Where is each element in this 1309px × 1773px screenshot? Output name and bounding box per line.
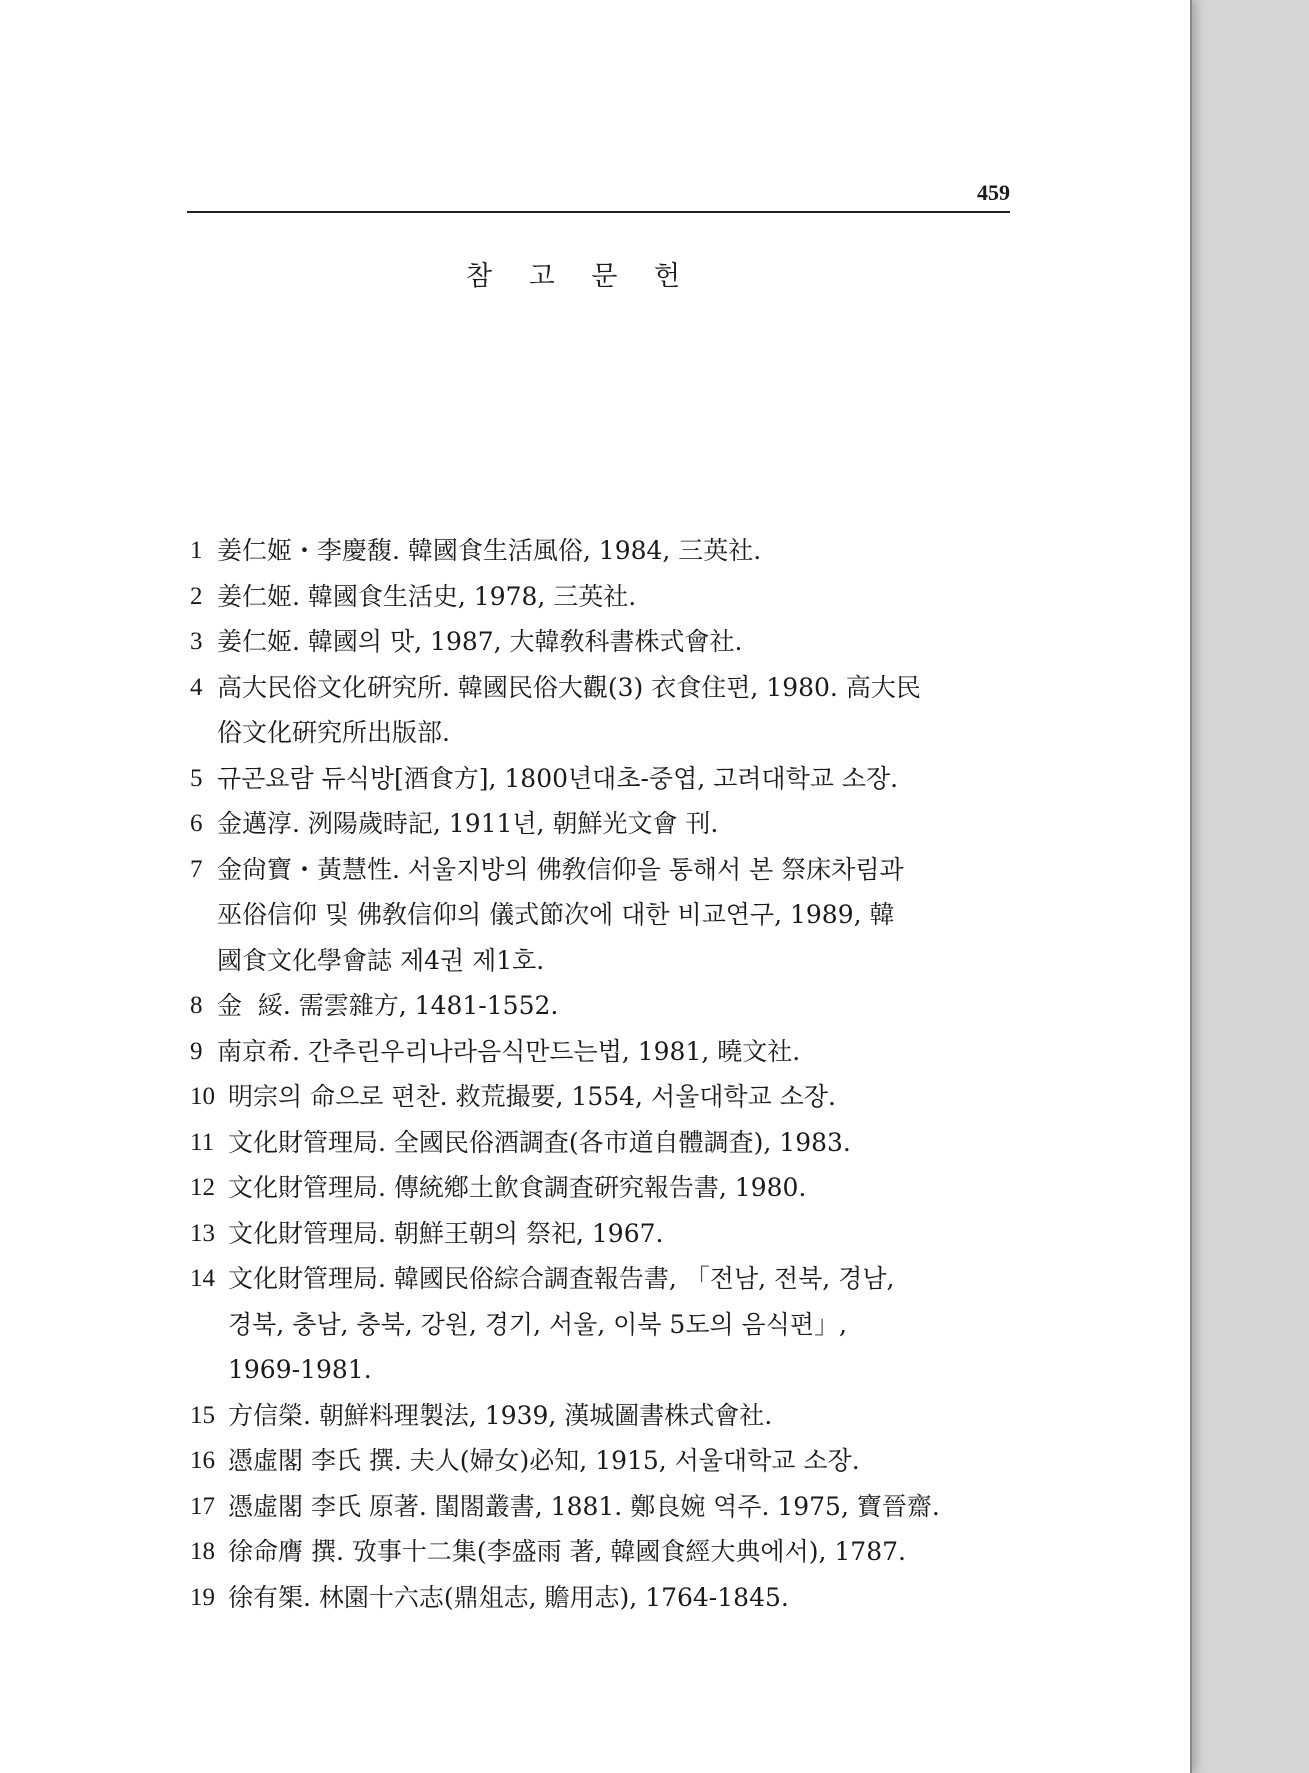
reference-text-line: 巫俗信仰 및 佛敎信仰의 儀式節次에 대한 비교연구, 1989, 韓: [217, 900, 895, 929]
reference-text-line: 徐有榘. 林園十六志(鼎俎志, 贍用志), 1764-1845.: [228, 1582, 789, 1612]
reference-item: [190, 1529, 990, 1575]
reference-text-line: 文化財管理局. 傳統鄕土飮食調査硏究報告書, 1980.: [228, 1173, 807, 1202]
reference-text-line: 姜仁姬. 韓國食生活史, 1978, 三英社.: [217, 581, 637, 611]
reference-number: 19: [190, 1583, 215, 1611]
page-title: 참 고 문 헌: [465, 261, 695, 292]
reference-item: [190, 528, 990, 574]
reference-text-line: 文化財管理局. 朝鮮王朝의 祭祀, 1967.: [228, 1218, 664, 1248]
reference-number: 8: [190, 992, 203, 1019]
reference-text-line: 高大民俗文化硏究所. 韓國民俗大觀(3) 衣食住편, 1980. 高大民: [217, 672, 921, 702]
reference-number: 11: [190, 1128, 215, 1156]
reference-text-line: 1969-1981.: [228, 1355, 372, 1384]
reference-number: 2: [190, 582, 203, 610]
reference-text-line: 文化財管理局. 全國民俗酒調査(各市道自體調査), 1983.: [228, 1127, 851, 1157]
reference-item: [190, 847, 990, 984]
reference-text-line: 憑虛閣 李氏 撰. 夫人(婦女)必知, 1915, 서울대학교 소장.: [228, 1446, 860, 1475]
reference-list: [190, 528, 990, 1620]
reference-number: 15: [190, 1401, 215, 1429]
reference-number: 7: [190, 855, 203, 883]
reference-number: 4: [190, 673, 203, 701]
reference-item: [190, 574, 990, 620]
reference-number: 6: [190, 810, 203, 837]
reference-number: 12: [190, 1174, 215, 1201]
reference-text-line: 憑虛閣 李氏 原著. 閨閤叢書, 1881. 鄭良婉 역주. 1975, 寶晉齋.: [228, 1491, 940, 1521]
reference-text-line: 金尙寶・黃慧性. 서울지방의 佛敎信仰을 통해서 본 祭床차림과: [217, 854, 904, 884]
reference-item: [190, 983, 990, 1029]
reference-item: [190, 1393, 990, 1439]
reference-text-line: 俗文化硏究所出版部.: [217, 718, 450, 747]
reference-item: [190, 1575, 990, 1621]
page-number: 459: [977, 180, 1010, 205]
reference-number: 16: [190, 1447, 215, 1474]
reference-number: 5: [190, 764, 203, 792]
header-rule: [187, 211, 1010, 213]
reference-text-line: 方信榮. 朝鮮料理製法, 1939, 漢城圖書株式會社.: [228, 1400, 773, 1430]
reference-item: [190, 1438, 990, 1484]
reference-item: [190, 1165, 990, 1211]
reference-item: [190, 1484, 990, 1530]
reference-item: [190, 619, 990, 665]
reference-text-line: 姜仁姬・李慶馥. 韓國食生活風俗, 1984, 三英社.: [217, 536, 762, 565]
reference-text-line: 경북, 충남, 충북, 강원, 경기, 서울, 이북 5도의 음식편」,: [228, 1309, 847, 1339]
reference-item: [190, 756, 990, 802]
reference-number: 3: [190, 628, 203, 655]
reference-number: 17: [190, 1492, 215, 1520]
reference-text-line: 文化財管理局. 韓國民俗綜合調査報告書, 「전남, 전북, 경남,: [228, 1264, 895, 1293]
reference-item: [190, 801, 990, 847]
reference-text-line: 규곤요람 듀식방[酒食方], 1800년대초-중엽, 고려대학교 소장.: [217, 763, 899, 793]
reference-text-line: 徐命膺 撰. 攷事十二集(李盛雨 著, 韓國食經大典에서), 1787.: [228, 1537, 906, 1566]
reference-item: [190, 1120, 990, 1166]
reference-text-line: 國食文化學會誌 제4권 제1호.: [217, 945, 545, 975]
reference-item: [190, 1074, 990, 1120]
reference-item: [190, 1029, 990, 1075]
reference-text-line: 明宗의 命으로 편찬. 救荒撮要, 1554, 서울대학교 소장.: [228, 1082, 836, 1111]
reference-item: [190, 1211, 990, 1257]
reference-text-line: 南京希. 간추린우리나라음식만드는법, 1981, 曉文社.: [217, 1036, 801, 1066]
reference-text-line: 金邁淳. 洌陽歲時記, 1911년, 朝鮮光文會 刊.: [217, 809, 719, 838]
reference-number: 13: [190, 1219, 215, 1247]
reference-number: 9: [190, 1037, 203, 1065]
reference-text-line: 姜仁姬. 韓國의 맛, 1987, 大韓敎科書株式會社.: [217, 627, 743, 656]
reference-item: [190, 1256, 990, 1393]
reference-number: 18: [190, 1538, 215, 1565]
reference-item: [190, 665, 990, 756]
reference-number: 1: [190, 537, 203, 564]
reference-number: 14: [190, 1265, 215, 1292]
reference-text-line: 金 綏. 需雲雜方, 1481-1552.: [217, 991, 559, 1020]
reference-number: 10: [190, 1083, 215, 1110]
